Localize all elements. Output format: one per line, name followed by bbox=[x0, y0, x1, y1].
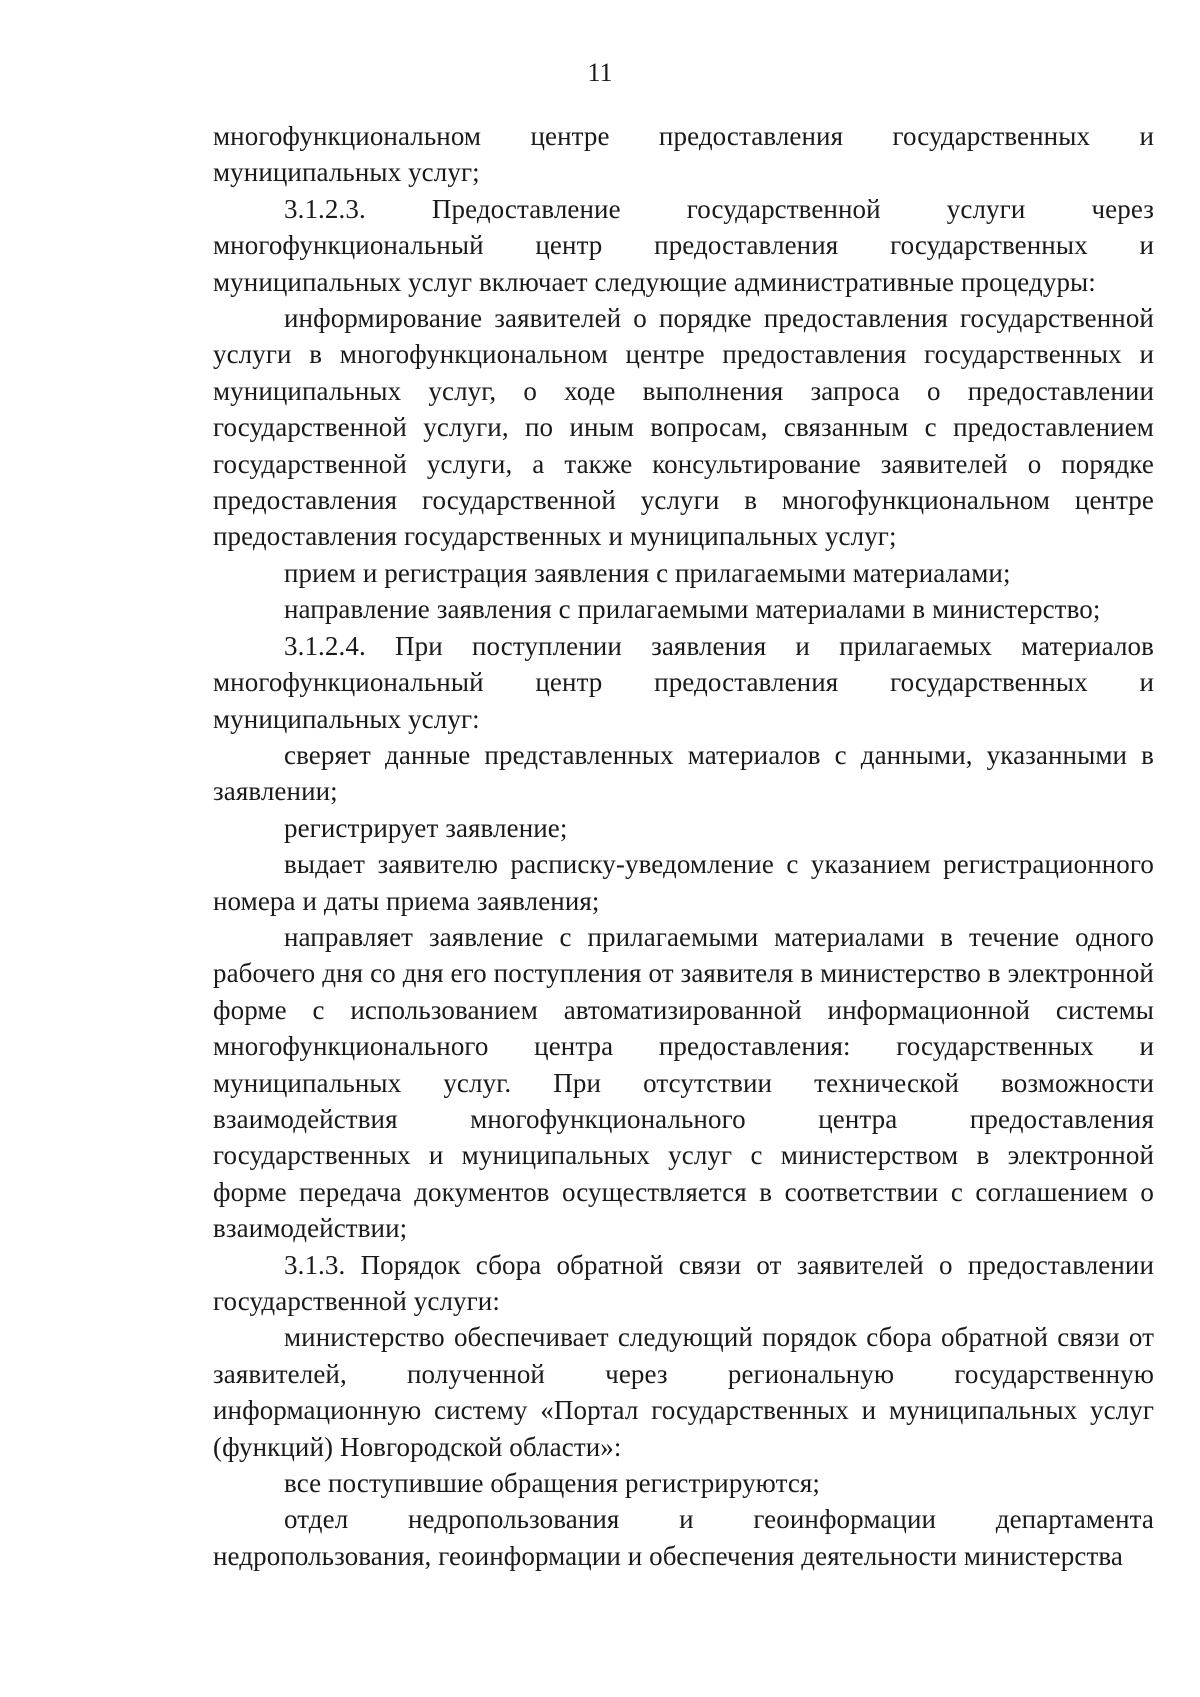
paragraph-3-1-2-3: 3.1.2.3. Предоставление государственной услуги через многофункциональный центр предоставления государственных и муниципальных услуг включает следующие административные процедуры: bbox=[213, 193, 1154, 297]
paragraph-verify: сверяет данные представленных материалов с данными, указанными в заявлении; bbox=[213, 739, 1154, 807]
paragraph-3-1-2-4: 3.1.2.4. При поступлении заявления и прилагаемых материалов многофункциональный центр предоставления государственных и муниципальных услуг: bbox=[213, 630, 1154, 734]
paragraph-3-1-3: 3.1.3. Порядок сбора обратной связи от заявителей о предоставлении государственной услуги: bbox=[213, 1249, 1154, 1316]
paragraph-register: регистрирует заявление; bbox=[284, 812, 568, 843]
paragraph-registration-of-appeals: все поступившие обращения регистрируются; bbox=[284, 1468, 821, 1499]
paragraph-continuation: многофункциональном центре предоставления государственных и муниципальных услуг; bbox=[213, 121, 1154, 188]
page-number: 11 bbox=[587, 58, 613, 87]
paragraph-informing: информирование заявителей о порядке предоставления государственной услуги в многофункциональном центре предоставления государственных и муниципальных услуг, о ходе выполнения запроса о предоставлении государственной услуги, по иным вопросам, связанным с предоставлением государственной услуги, а также консультирование заявителей о порядке предоставления государственной услуги в многофункциональном центре предоставления государственных и муниципальных услуг; bbox=[213, 303, 1154, 552]
paragraph-send-electronic: направляет заявление с прилагаемыми материалами в течение одного рабочего дня со дня его поступления от заявителя в министерство в электронной форме с использованием автоматизированной информационной системы многофункционального центра предоставления: государственных и муниципальных услуг. При отсутствии технической возможности взаимодействия многофункционального центра предоставления государственных и муниципальных услуг с министерством в электронной форме передача документов осуществляется в соответствии с соглашением о взаимодействии; bbox=[213, 921, 1154, 1244]
paragraph-receipt: выдает заявителю расписку-уведомление с указанием регистрационного номера и даты приема заявления; bbox=[213, 849, 1154, 916]
document-body bbox=[213, 118, 1154, 1574]
paragraph-reception: прием и регистрация заявления с прилагаемыми материалами; bbox=[284, 557, 1011, 588]
paragraph-forwarding: направление заявления с прилагаемыми материалами в министерство; bbox=[284, 594, 1101, 625]
paragraph-department: отдел недропользования и геоинформации департамента недропользования, геоинформации и обеспечения деятельности министерства bbox=[213, 1504, 1154, 1571]
paragraph-feedback-order: министерство обеспечивает следующий порядок сбора обратной связи от заявителей, полученной через региональную государственную информационную систему «Портал государственных и муниципальных услуг (функций) Новгородской области»: bbox=[213, 1322, 1154, 1462]
